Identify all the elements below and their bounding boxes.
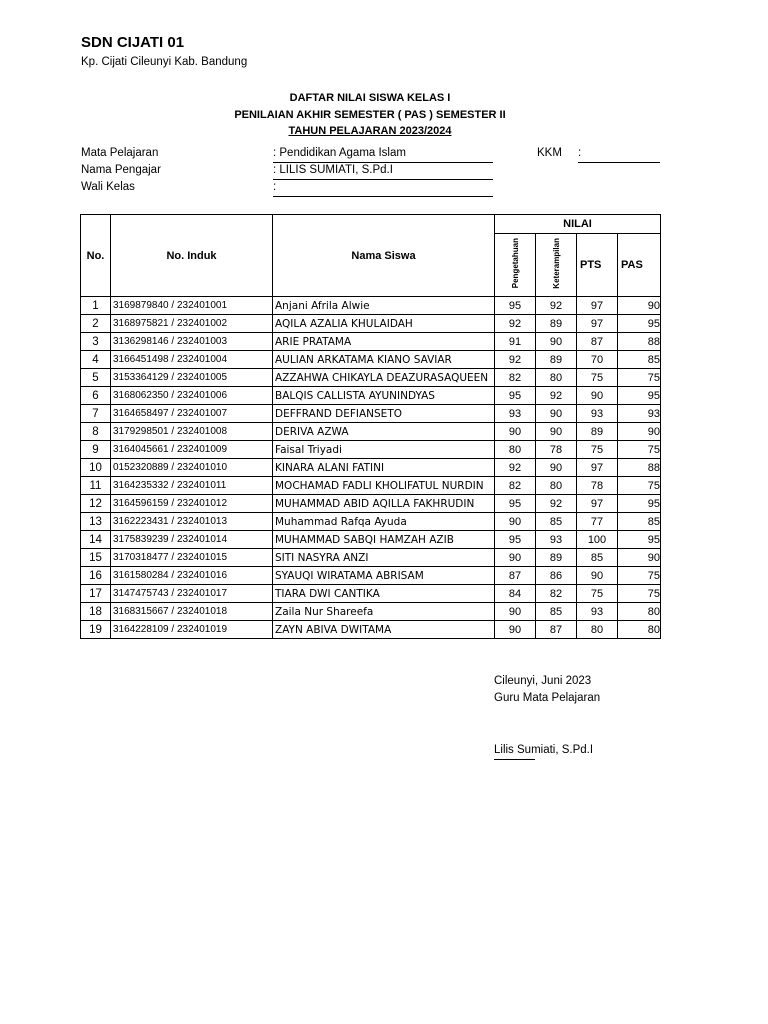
cell-ket: 86 xyxy=(536,567,577,585)
cell-induk: 3168062350 / 232401006 xyxy=(111,387,273,405)
cell-induk: 3161580284 / 232401016 xyxy=(111,567,273,585)
cell-no: 15 xyxy=(81,549,111,567)
cell-pas: 75 xyxy=(618,585,661,603)
cell-pas: 75 xyxy=(618,567,661,585)
cell-ket: 93 xyxy=(536,531,577,549)
table-row xyxy=(81,513,661,531)
cell-induk: 3168315667 / 232401018 xyxy=(111,603,273,621)
cell-induk: 3164045661 / 232401009 xyxy=(111,441,273,459)
cell-pts: 75 xyxy=(577,441,618,459)
subject-value: : Pendidikan Agama Islam xyxy=(273,147,493,163)
cell-nama: DEFFRAND DEFIANSETO xyxy=(273,405,495,423)
cell-pts: 70 xyxy=(577,351,618,369)
cell-peng: 82 xyxy=(495,477,536,495)
cell-no: 3 xyxy=(81,333,111,351)
col-header-keterampilan: Keterampilan xyxy=(536,234,577,297)
school-address: Kp. Cijati Cileunyi Kab. Bandung xyxy=(81,56,248,68)
cell-peng: 91 xyxy=(495,333,536,351)
cell-nama: Anjani Afrila Alwie xyxy=(273,297,495,315)
cell-peng: 95 xyxy=(495,495,536,513)
teacher-value: : LILIS SUMIATI, S.Pd.I xyxy=(273,164,493,180)
cell-pas: 75 xyxy=(618,477,661,495)
cell-nama: MOCHAMAD FADLI KHOLIFATUL NURDIN xyxy=(273,477,495,495)
cell-ket: 80 xyxy=(536,477,577,495)
cell-nama: Zaila Nur Shareefa xyxy=(273,603,495,621)
cell-pas: 93 xyxy=(618,405,661,423)
cell-nama: Faisal Triyadi xyxy=(273,441,495,459)
cell-pas: 95 xyxy=(618,387,661,405)
cell-peng: 93 xyxy=(495,405,536,423)
cell-peng: 90 xyxy=(495,549,536,567)
table-row xyxy=(81,351,661,369)
cell-induk: 3170318477 / 232401015 xyxy=(111,549,273,567)
cell-ket: 90 xyxy=(536,459,577,477)
cell-ket: 92 xyxy=(536,495,577,513)
cell-pts: 97 xyxy=(577,315,618,333)
cell-peng: 90 xyxy=(495,621,536,639)
cell-pts: 78 xyxy=(577,477,618,495)
school-name: SDN CIJATI 01 xyxy=(81,34,185,51)
cell-induk: 0152320889 / 232401010 xyxy=(111,459,273,477)
table-row xyxy=(81,459,661,477)
cell-pts: 87 xyxy=(577,333,618,351)
cell-ket: 90 xyxy=(536,423,577,441)
cell-no: 5 xyxy=(81,369,111,387)
cell-no: 7 xyxy=(81,405,111,423)
table-row xyxy=(81,297,661,315)
cell-ket: 85 xyxy=(536,513,577,531)
cell-pts: 89 xyxy=(577,423,618,441)
cell-ket: 90 xyxy=(536,333,577,351)
cell-nama: ZAYN ABIVA DWITAMA xyxy=(273,621,495,639)
cell-pts: 97 xyxy=(577,495,618,513)
cell-peng: 95 xyxy=(495,387,536,405)
cell-pts: 90 xyxy=(577,567,618,585)
table-row xyxy=(81,441,661,459)
cell-induk: 3164228109 / 232401019 xyxy=(111,621,273,639)
signature-underline xyxy=(494,759,535,760)
cell-no: 4 xyxy=(81,351,111,369)
cell-no: 18 xyxy=(81,603,111,621)
cell-induk: 3166451498 / 232401004 xyxy=(111,351,273,369)
cell-ket: 82 xyxy=(536,585,577,603)
cell-no: 12 xyxy=(81,495,111,513)
cell-nama: SITI NASYRA ANZI xyxy=(273,549,495,567)
document-title: DAFTAR NILAI SISWA KELAS I xyxy=(289,92,451,104)
cell-ket: 85 xyxy=(536,603,577,621)
homeroom-value: : xyxy=(273,181,493,197)
table-row xyxy=(81,423,661,441)
signature-role: Guru Mata Pelajaran xyxy=(494,692,601,704)
cell-pts: 75 xyxy=(577,369,618,387)
cell-ket: 87 xyxy=(536,621,577,639)
cell-induk: 3179298501 / 232401008 xyxy=(111,423,273,441)
cell-peng: 95 xyxy=(495,297,536,315)
cell-peng: 92 xyxy=(495,459,536,477)
teacher-label: Nama Pengajar xyxy=(81,164,161,176)
cell-no: 13 xyxy=(81,513,111,531)
table-row xyxy=(81,405,661,423)
cell-no: 1 xyxy=(81,297,111,315)
cell-pts: 85 xyxy=(577,549,618,567)
cell-pas: 85 xyxy=(618,513,661,531)
table-row xyxy=(81,477,661,495)
cell-induk: 3169879840 / 232401001 xyxy=(111,297,273,315)
signature-place-date: Cileunyi, Juni 2023 xyxy=(494,675,592,687)
grades-table xyxy=(80,214,661,639)
cell-induk: 3164658497 / 232401007 xyxy=(111,405,273,423)
cell-pas: 90 xyxy=(618,423,661,441)
cell-pas: 85 xyxy=(618,351,661,369)
table-row xyxy=(81,333,661,351)
col-header-no: No. xyxy=(81,215,111,297)
cell-nama: BALQIS CALLISTA AYUNINDYAS xyxy=(273,387,495,405)
cell-pts: 97 xyxy=(577,297,618,315)
cell-no: 17 xyxy=(81,585,111,603)
cell-no: 19 xyxy=(81,621,111,639)
cell-peng: 90 xyxy=(495,513,536,531)
cell-nama: AZZAHWA CHIKAYLA DEAZURASAQUEEN xyxy=(273,369,495,387)
col-header-nama: Nama Siswa xyxy=(273,215,495,297)
cell-pas: 88 xyxy=(618,333,661,351)
cell-nama: TIARA DWI CANTIKA xyxy=(273,585,495,603)
cell-induk: 3162223431 / 232401013 xyxy=(111,513,273,531)
cell-ket: 92 xyxy=(536,387,577,405)
cell-nama: DERIVA AZWA xyxy=(273,423,495,441)
cell-nama: MUHAMMAD SABQI HAMZAH AZIB xyxy=(273,531,495,549)
cell-peng: 95 xyxy=(495,531,536,549)
table-row xyxy=(81,531,661,549)
cell-nama: AQILA AZALIA KHULAIDAH xyxy=(273,315,495,333)
cell-peng: 87 xyxy=(495,567,536,585)
cell-nama: ARIE PRATAMA xyxy=(273,333,495,351)
cell-pts: 97 xyxy=(577,459,618,477)
document-subtitle: PENILAIAN AKHIR SEMESTER ( PAS ) SEMESTER II xyxy=(234,109,506,121)
cell-peng: 80 xyxy=(495,441,536,459)
cell-pas: 75 xyxy=(618,441,661,459)
cell-induk: 3168975821 / 232401002 xyxy=(111,315,273,333)
cell-nama: Muhammad Rafqa Ayuda xyxy=(273,513,495,531)
kkm-value: : xyxy=(578,147,660,163)
cell-pas: 88 xyxy=(618,459,661,477)
col-header-induk: No. Induk xyxy=(111,215,273,297)
cell-peng: 90 xyxy=(495,603,536,621)
col-header-pas: PAS xyxy=(618,234,661,297)
cell-pas: 75 xyxy=(618,369,661,387)
cell-pts: 100 xyxy=(577,531,618,549)
col-header-pengetahuan: Pengetahuan xyxy=(495,234,536,297)
table-row xyxy=(81,315,661,333)
table-row xyxy=(81,387,661,405)
cell-peng: 82 xyxy=(495,369,536,387)
cell-ket: 78 xyxy=(536,441,577,459)
cell-no: 16 xyxy=(81,567,111,585)
cell-no: 6 xyxy=(81,387,111,405)
cell-induk: 3153364129 / 232401005 xyxy=(111,369,273,387)
cell-ket: 92 xyxy=(536,297,577,315)
cell-pts: 90 xyxy=(577,387,618,405)
table-row xyxy=(81,567,661,585)
cell-nama: MUHAMMAD ABID AQILLA FAKHRUDIN xyxy=(273,495,495,513)
cell-ket: 89 xyxy=(536,351,577,369)
cell-induk: 3164596159 / 232401012 xyxy=(111,495,273,513)
table-row xyxy=(81,549,661,567)
cell-no: 14 xyxy=(81,531,111,549)
cell-ket: 89 xyxy=(536,315,577,333)
cell-no: 8 xyxy=(81,423,111,441)
signature-name: Lilis Sumiati, S.Pd.I xyxy=(494,744,594,756)
cell-pts: 93 xyxy=(577,603,618,621)
cell-peng: 92 xyxy=(495,315,536,333)
kkm-label: KKM xyxy=(537,147,562,159)
cell-pas: 80 xyxy=(618,621,661,639)
cell-no: 9 xyxy=(81,441,111,459)
cell-peng: 92 xyxy=(495,351,536,369)
table-row xyxy=(81,369,661,387)
cell-pts: 80 xyxy=(577,621,618,639)
cell-nama: SYAUQI WIRATAMA ABRISAM xyxy=(273,567,495,585)
cell-induk: 3175839239 / 232401014 xyxy=(111,531,273,549)
cell-nama: KINARA ALANI FATINI xyxy=(273,459,495,477)
table-row xyxy=(81,585,661,603)
homeroom-label: Wali Kelas xyxy=(81,181,135,193)
cell-ket: 90 xyxy=(536,405,577,423)
cell-nama: AULIAN ARKATAMA KIANO SAVIAR xyxy=(273,351,495,369)
cell-induk: 3164235332 / 232401011 xyxy=(111,477,273,495)
cell-ket: 89 xyxy=(536,549,577,567)
cell-pas: 80 xyxy=(618,603,661,621)
cell-pas: 95 xyxy=(618,495,661,513)
cell-pts: 75 xyxy=(577,585,618,603)
cell-pas: 90 xyxy=(618,549,661,567)
cell-no: 11 xyxy=(81,477,111,495)
cell-peng: 84 xyxy=(495,585,536,603)
cell-pas: 90 xyxy=(618,297,661,315)
cell-induk: 3147475743 / 232401017 xyxy=(111,585,273,603)
table-row xyxy=(81,495,661,513)
cell-ket: 80 xyxy=(536,369,577,387)
cell-pas: 95 xyxy=(618,315,661,333)
cell-induk: 3136298146 / 232401003 xyxy=(111,333,273,351)
col-header-nilai: NILAI xyxy=(495,215,661,234)
table-row xyxy=(81,621,661,639)
academic-year: TAHUN PELAJARAN 2023/2024 xyxy=(288,125,452,137)
cell-peng: 90 xyxy=(495,423,536,441)
subject-label: Mata Pelajaran xyxy=(81,147,159,159)
cell-pts: 77 xyxy=(577,513,618,531)
cell-pts: 93 xyxy=(577,405,618,423)
table-row xyxy=(81,603,661,621)
cell-no: 10 xyxy=(81,459,111,477)
cell-no: 2 xyxy=(81,315,111,333)
cell-pas: 95 xyxy=(618,531,661,549)
col-header-pts: PTS xyxy=(577,234,618,297)
